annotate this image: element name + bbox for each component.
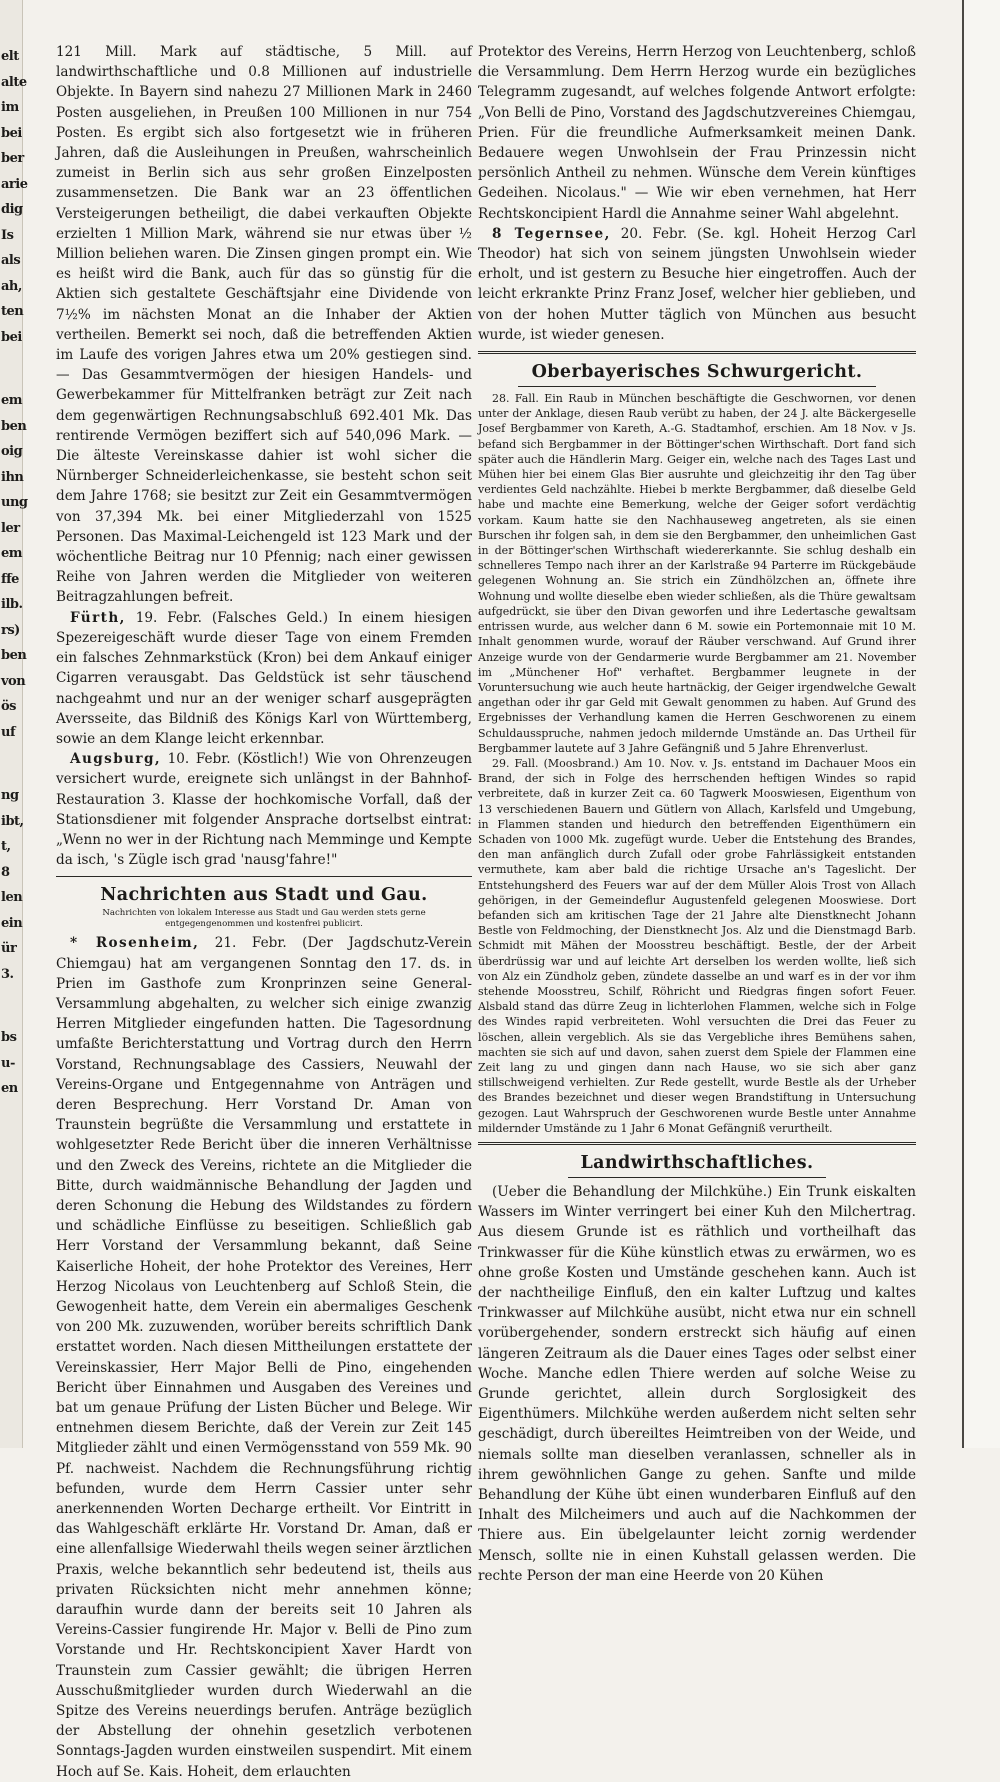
left-column bbox=[56, 42, 472, 1780]
dateline-rosenheim: * Rosenheim, bbox=[70, 935, 200, 952]
agriculture-article: (Ueber die Behandlung der Milchkühe.) Ein Trunk eiskalten Wassers im Winter verringert bei einer Kuh den Milchertrag. Aus diesem Grunde ist es räthlich und vortheilhaft das Trinkwasser für die Kühe künstlich etwas zu erwärmen, wo es ohne große Kosten und Umstände geschehen kann. Auch ist der nachtheilige Einfluß, den ein kalter Luftzug und kaltes Trinkwasser auf Milchkühe ausübt, nicht etwa nur ein schnell vorübergehender, sondern erstreckt sich häufig auf einen längeren Zeitraum als die Dauer eines Tages oder selbst einer Woche. Manche edlen Thiere werden auf solche Weise zu Grunde gerichtet, allein durch Sorglosigkeit des Eigenthümers. Milchkühe werden außerdem nicht selten sehr geschädigt, durch übereiltes Heimtreiben von der Weide, und niemals sollte man dieselben veranlassen, schneller als in ihrem gewöhnlichen Gange zu gehen. Sanfte und milde Behandlung der Kühe übt einen wunderbaren Einfluß auf den Inhalt des Milcheimers und auch auf die Nachkommen der Thiere aus. Ein übelgelaunter leicht zornig werdender Mensch, sollte nie in einen Kuhstall gelassen werden. Die rechte Person der man eine Heerde von 20 Kühen bbox=[478, 1184, 916, 1584]
strip-fragment: ten bbox=[1, 304, 24, 319]
tegernsee-article bbox=[478, 224, 916, 345]
strip-fragment: bs bbox=[1, 1030, 17, 1045]
section-title-stadt-gau: Nachrichten aus Stadt und Gau. bbox=[100, 885, 428, 906]
strip-fragment: ben bbox=[1, 648, 27, 663]
strip-fragment: arie bbox=[1, 176, 28, 192]
strip-fragment: rs) bbox=[1, 622, 20, 638]
strip-fragment: dig bbox=[1, 202, 23, 217]
case-29: 29. Fall. (Moosbrand.) Am 10. Nov. v. Js. entstand im Dachauer Moos ein Brand, der sich in Folge des herrschenden heftigen Windes so rapid verbreitete, daß in kurzer Zeit ca. 60 Tagwerk Mooswiesen, Eigenthum von 13 verschiedenen Bauern und Gütlern von Allach, Karlsfeld und Umgebung, in Flammen standen und hiedurch den betreffenden Eigenthümern ein Schaden von 1000 Mk. zugefügt wurde. Ueber die Entstehung des Brandes, den man anfänglich durch Zufall oder grobe Fahrlässigkeit entstanden vermuthete, kam aber bald die richtige Ursache an's Tageslicht. Der Entstehungsherd des Feuers war auf der dem Müller Alois Trost von Allach gehörigen, in der Gemeindeflur Augustenfeld gelegenen Mooswiese. Dort befanden sich am kritischen Tage der 21 Jahre alte Dienstknecht Johann Bestle von Feldmoching, der Dienstknecht Jos. Alz und die Dienstmagd Barb. Schmidt mit Mähen der Moosstreu beschäftigt. Bestle, der der Arbeit überdrüssig war und auf leichte Art derselben los werden wollte, ließ sich von Alz ein Zündholz geben, zündete dasselbe an und warf es in der vor ihm stehende Moosstreu, Schilf, Röhricht und Riedgras fingen sofort Feuer. Alsbald stand das dürre Zeug in lichterlohen Flammen, welche sich in Folge des Windes rapid verbreiteten. Wohl versuchten die Drei das Feuer zu löschen, allein vergeblich. Als sie das Vergebliche ihres Bemühens sahen, machten sie sich auf und davon, sahen zuerst dem Spiele der Flammen eine Zeit lang zu und gingen dann nach Hause, wo sie sich aber ganz stillschweigend verhielten. Zur Rede gestellt, wurde Bestle als der Urheber des Brandes bezeichnet und dieser wegen Brandstiftung in Untersuchung gezogen. Laut Wahrspruch der Geschworenen wurde Bestle unter Annahme mildernder Umstände zu 1 Jahr 6 Monat Gefängniß verurtheilt. bbox=[478, 756, 916, 1135]
strip-fragment: im bbox=[1, 100, 19, 115]
strip-fragment: u- bbox=[1, 1055, 15, 1071]
strip-fragment: bei bbox=[1, 329, 22, 345]
section-title-landwirthschaft: Landwirthschaftliches. bbox=[580, 1153, 814, 1173]
section-note: Nachrichten von lokalem Interesse aus Stadt und Gau werden stets gerne entgegengenommen und kostenfrei publicirt. bbox=[102, 908, 426, 929]
strip-fragment: 3. bbox=[1, 966, 14, 982]
strip-fragment: ein bbox=[1, 915, 23, 931]
rosenheim-article bbox=[56, 933, 472, 1782]
bank-report-paragraph: 121 Mill. Mark auf städtische, 5 Mill. auf landwirthschaftliche und 0.8 Millionen auf industrielle Objekte. In Bayern sind nahezu 27 Millionen Mark in 2460 Posten ausgeliehen, in Preußen 100 Millionen in nur 754 Posten. Es ergibt sich also fortgesetzt wie in früheren Jahren, daß die Ausleihungen in Preußen, wahrscheinlich zumeist in Berlin sich aus sehr großen Einzelposten zusammensetzen. Die Bank war an 23 öffentlichen Versteigerungen betheiligt, die dabei verkauften Objekte erzielten 1 Million Mark, während sie nur etwas über ½ Million beliehen waren. Die Zinsen gingen prompt ein. Wie es heißt wird die Bank, auch für das so günstig für die Aktien sich gestaltete Geschäftsjahr eine Dividende von 7½% im nächsten Monat an die Inhaber der Aktien vertheilen. Bemerkt sei noch, daß die betreffenden Aktien im Laufe des vorigen Jahres etwa um 20% gestiegen sind. — Das Gesammtvermögen der hiesigen Handels- und Gewerbekammer für Mittelfranken beträgt zur Zeit nach dem gegenwärtigen Rechnungsabschluß 692.401 Mk. Das rentirende Vermögen beziffert sich auf 540,096 Mark. — Die älteste Vereinskasse dahier ist wohl sicher die Nürnberger Schneiderleichenkasse, sie besteht schon seit dem Jahre 1768; sie besitzt zur Zeit ein Gesammtvermögen von 37,394 Mk. bei einer Mitgliederzahl von 1525 Personen. Das Maximal-Leichengeld ist 123 Mark und der wöchentliche Beitrag nur 10 Pfennig; nach einer gewissen Reihe von Jahren werden die Mitglieder von weiteren Beitragzahlungen befreit. bbox=[56, 44, 472, 606]
strip-fragment: elt bbox=[1, 49, 19, 64]
strip-fragment: ng bbox=[1, 788, 19, 803]
rosenheim-continuation: Protektor des Vereins, Herrn Herzog von Leuchtenberg, schloß die Versammlung. Dem Herrn Herzog wurde ein bezügliches Telegramm zugesandt, auf welches folgende Antwort erfolgte: „Von Belli de Pino, Vorstand des Jagdschutzvereines Chiemgau, Prien. Für die freundliche Aufmerksamkeit meinen Dank. Bedauere wegen Unwohlsein der Frau Prinzessin nicht persönlich Antheil zu nehmen. Wünsche dem Verein künftiges Gedeihen. Nicolaus." — Wie wir eben vernehmen, hat Herr Rechtskoncipient Hardl die Annahme seiner Wahl abgelehnt. bbox=[478, 44, 916, 222]
fuerth-body: 19. Febr. (Falsches Geld.) In einem hiesigen Spezereigeschäft wurde dieser Tage von einem Fremden ein falsches Zehnmarkstück (Kron) bei dem Ankauf einiger Cigarren verausgabt. Das Geldstück ist sehr täuschend nachgeahmt und nur an der weniger scharf ausgeprägten Aversseite, das Bildniß des Königs Karl von Württemberg, sowie an dem Klange leicht erkennbar. bbox=[56, 609, 472, 747]
strip-fragment: 8 bbox=[1, 864, 10, 880]
tegernsee-body: 20. Febr. (Se. kgl. Hoheit Herzog Carl Theodor) hat sich von seinem jüngsten Unwohlsein wieder erholt, und ist gestern zu Besuche hier eingetroffen. Auch der leicht erkrankte Prinz Franz Josef, welcher hier geblieben, und von der hohen Mutter täglich von München aus besucht wurde, ist wieder genesen. bbox=[478, 225, 916, 343]
rosenheim-body: 21. Febr. (Der Jagdschutz-Verein Chiemgau) hat am vergangenen Sonntag den 17. ds. in Prien im Gasthofe zum Kronprinzen seine General-Versammlung abgehalten, zu welcher sich einige zwanzig Herren Mitglieder eingefunden hatten. Die Tagesordnung umfaßte Berichterstattung und Vortrag durch den Herrn Vorstand, Rechnungsablage des Cassiers, Neuwahl der Vereins-Organe und Entgegennahme von Anträgen und deren Besprechung. Herr Vorstand Dr. Aman von Traunstein begrüßte die Versammlung und erstattete in wohlgesetzter Rede Bericht über die inneren Verhältnisse und den Zweck des Vereins, richtete an die Mitglieder die Bitte, durch waidmännische Behandlung der Jagden und deren Schonung die Hebung des Wildstandes zu fördern und schädliche Einflüsse zu beseitigen. Schließlich gab Herr Vorstand der Versammlung bekannt, daß Seine Kaiserliche Hoheit, der hohe Protektor des Vereines, Herr Herzog Nicolaus von Leuchtenberg auf Schloß Stein, die Gewogenheit hatte, dem Verein ein abermaliges Geschenk von 200 Mk. zuzuwenden, worüber bereits schriftlich Dank erstattet worden. Nach diesen Mittheilungen erstattete der Vereinskassier, Herr Major Belli de Pino, eingehenden Bericht über Einnahmen und Ausgaben des Vereines und bat um genaue Prüfung der Listen Bücher und Belege. Wir entnehmen diesem Berichte, daß der Verein zur Zeit 145 Mitglieder zählt und einen Vermögensstand von 559 Mk. 90 Pf. nachweist. Nachdem die Rechnungsführung richtig befunden, wurde dem Herrn Cassier unter sehr anerkennenden Worten Decharge ertheilt. Vor Eintritt in das Wahlgeschäft erklärte Hr. Vorstand Dr. Aman, daß er eine allenfallsige Wiederwahl theils wegen seiner ärztlichen Praxis, welche bekanntlich sehr bedeutend ist, theils aus privaten Rücksichten nicht mehr annehmen könne; daraufhin wurde dann der bereits seit 10 Jahren als Vereins-Cassier fungirende Hr. Major v. Belli de Pino zum Vorstande und Hr. Rechtskoncipient Xaver Hardt von Traunstein zum Cassier gewählt; die übrigen Herren Ausschußmitglieder wurden durch Wiederwahl an die Spitze des Vereins neuerdings berufen. Anträge bezüglich der Abstellung der ohnehin gesetzlich verbotenen Sonntags-Jagden wurden einstweilen suspendirt. Mit einem Hoch auf Se. Kais. Hoheit, dem erlauchten bbox=[56, 935, 472, 1780]
strip-fragment: em bbox=[1, 546, 23, 561]
strip-fragment: ben bbox=[1, 418, 27, 434]
section-title-schwurgericht: Oberbayerisches Schwurgericht. bbox=[531, 362, 863, 383]
page-margin bbox=[964, 0, 1000, 1448]
dateline-tegernsee: 8 Tegernsee, bbox=[492, 225, 611, 242]
section-divider bbox=[478, 351, 916, 354]
title-underline bbox=[568, 1177, 826, 1178]
case-28: 28. Fall. Ein Raub in München beschäftigte die Geschwornen, vor denen unter der Anklage, diesen Raub verübt zu haben, der 24 J. alte Bäckergeselle Josef Bergbammer von Kareth, A.-G. Stadtamhof, erschien. Am 18 Nov. v Js. befand sich Bergbammer in der Böttinger'schen Wirthschaft. Dort fand sich später auch die Händlerin Marg. Geiger ein, welche nach des Tages Last und Mühen hier bei einem Glas Bier ausruhte und gleichzeitig ihr den Tag über verdientes Geld nachzählte. Hiebei b merkte Bergbammer, daß dieselbe Geld habe und machte eine Bemerkung, welche der Geiger sofort verdächtig vorkam. Kaum hatte sie den Nachhauseweg angetreten, als sie einen Burschen ihr folgen sah, in dem sie den Bergbammer, den unheimlichen Gast in der Böttinger'schen Wirthschaft wiedererkannte. Sie schlug deshalb ein schnelleres Tempo nach ihrer an der Karlstraße 94 Parterre im Rückgebäude gelegenen Wohnung an. Sie strich ein Zündhölzchen an, öffnete ihre Wohnung und wollte dieselbe eben wieder schließen, als die Thüre gewaltsam aufgedrückt, sie über den Divan geworfen und ihre Ledertasche gewaltsam entrissen wurde, aus welcher dann 6 M. sowie ein Portemonnaie mit 10 M. Inhalt genommen wurde, worauf der Räuber verschwand. Auf Grund ihrer Anzeige wurde von der Gendarmerie wurde Bergbammer am 21. November im „Münchener Hof" verhaftet. Bergbammer leugnete in der Voruntersuchung wie auch heute hartnäckig, der Geiger irgendwelche Gewalt angethan oder ihr gar Geld mit Gewalt genommen zu haben. Auf Grund des Ergebnisses der Verhandlung kamen die Herren Geschworenen zu einem Schuldausspruche, nahmen jedoch mildernde Umstände an. Das Urtheil für Bergbammer lautete auf 3 Jahre Gefängniß und 5 Jahre Ehrenverlust. bbox=[478, 392, 916, 755]
strip-fragment: ah, bbox=[1, 278, 22, 294]
strip-fragment: uf bbox=[1, 724, 16, 740]
section-divider bbox=[56, 876, 472, 877]
augsburg-body: 10. Febr. (Köstlich!) Wie von Ohrenzeugen versichert wurde, ereignete sich unlängst in der Bahnhof-Restauration 3. Klasse der hochkomische Vorfall, daß der Stationsdiener mit folgender Ansprache dortselbst eintrat: „Wenn no wer in der Richtung nach Memminge und Kempte da isch, 's Zügle isch grad 'nausg'fahre!" bbox=[56, 751, 472, 869]
augsburg-article bbox=[56, 749, 472, 870]
strip-fragment: ber bbox=[1, 151, 24, 166]
strip-fragment: en bbox=[1, 1081, 18, 1096]
strip-fragment: von bbox=[1, 673, 26, 689]
strip-fragment: alte bbox=[1, 74, 27, 90]
strip-fragment: len bbox=[1, 890, 23, 905]
dateline-augsburg: Augsburg, bbox=[70, 751, 161, 768]
strip-fragment: ös bbox=[1, 699, 16, 714]
strip-fragment: ffe bbox=[1, 571, 19, 587]
strip-fragment: als bbox=[1, 253, 21, 268]
strip-fragment: ung bbox=[1, 495, 28, 510]
adjacent-page-strip bbox=[0, 0, 28, 1448]
dateline-fuerth: Fürth, bbox=[70, 609, 126, 626]
strip-fragment: bei bbox=[1, 125, 22, 141]
title-underline bbox=[518, 386, 876, 387]
right-column bbox=[478, 42, 916, 1584]
strip-fragment: ilb. bbox=[1, 597, 23, 612]
strip-fragment: ihn bbox=[1, 469, 24, 485]
strip-fragment: t, bbox=[1, 839, 11, 854]
strip-fragment: em bbox=[1, 393, 23, 408]
strip-fragment: ler bbox=[1, 520, 20, 536]
fuerth-article bbox=[56, 608, 472, 749]
strip-fragment: ür bbox=[1, 941, 17, 956]
strip-fragment: ibt, bbox=[1, 813, 24, 829]
court-cases bbox=[478, 391, 916, 1136]
strip-fragment: Is bbox=[1, 227, 14, 243]
section-divider bbox=[478, 1142, 916, 1145]
strip-fragment: oig bbox=[1, 444, 23, 459]
